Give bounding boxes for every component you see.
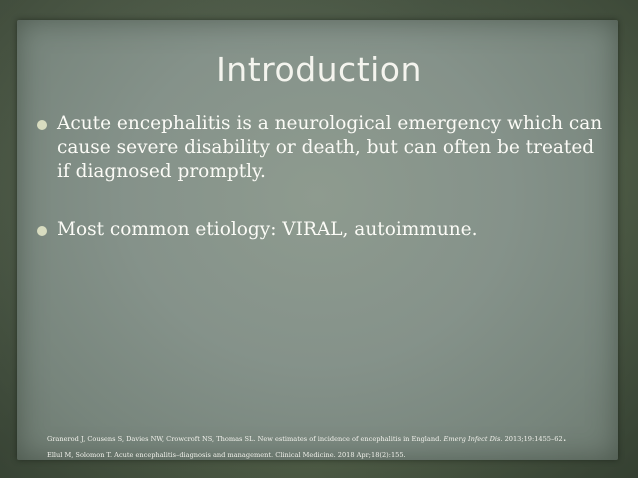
bullet-text: Acute encephalitis is a neurological emergency which can cause severe disability or death, but can often be treated if diagnosed promptly.	[57, 113, 603, 182]
bullet-item	[37, 218, 607, 242]
bullet-dot-icon	[37, 226, 47, 236]
reference-1-text: Granerod J, Cousens S, Davies NW, Crowcroft NS, Thomas SL. New estimates of incidence of encephalitis in England.	[47, 435, 442, 443]
bullet-dot-icon	[37, 120, 47, 130]
bullet-item	[37, 112, 607, 184]
reference-2-text: Ellul M, Solomon T. Acute encephalitis–diagnosis and management. Clinical Medicine. 2018 Apr;18(2):155.	[47, 451, 406, 459]
references	[47, 429, 607, 463]
bullet-text: Most common etiology: VIRAL, autoimmune.	[57, 219, 478, 240]
reference-1-citation: 2013;19:1455–62	[504, 435, 563, 443]
reference-1-journal: Emerg Infect Dis.	[443, 435, 503, 443]
slide-title: Introduction	[216, 50, 422, 89]
reference-1	[47, 429, 607, 447]
reference-1-period: .	[562, 430, 567, 444]
reference-2	[47, 447, 607, 463]
bullet-list	[37, 112, 607, 276]
